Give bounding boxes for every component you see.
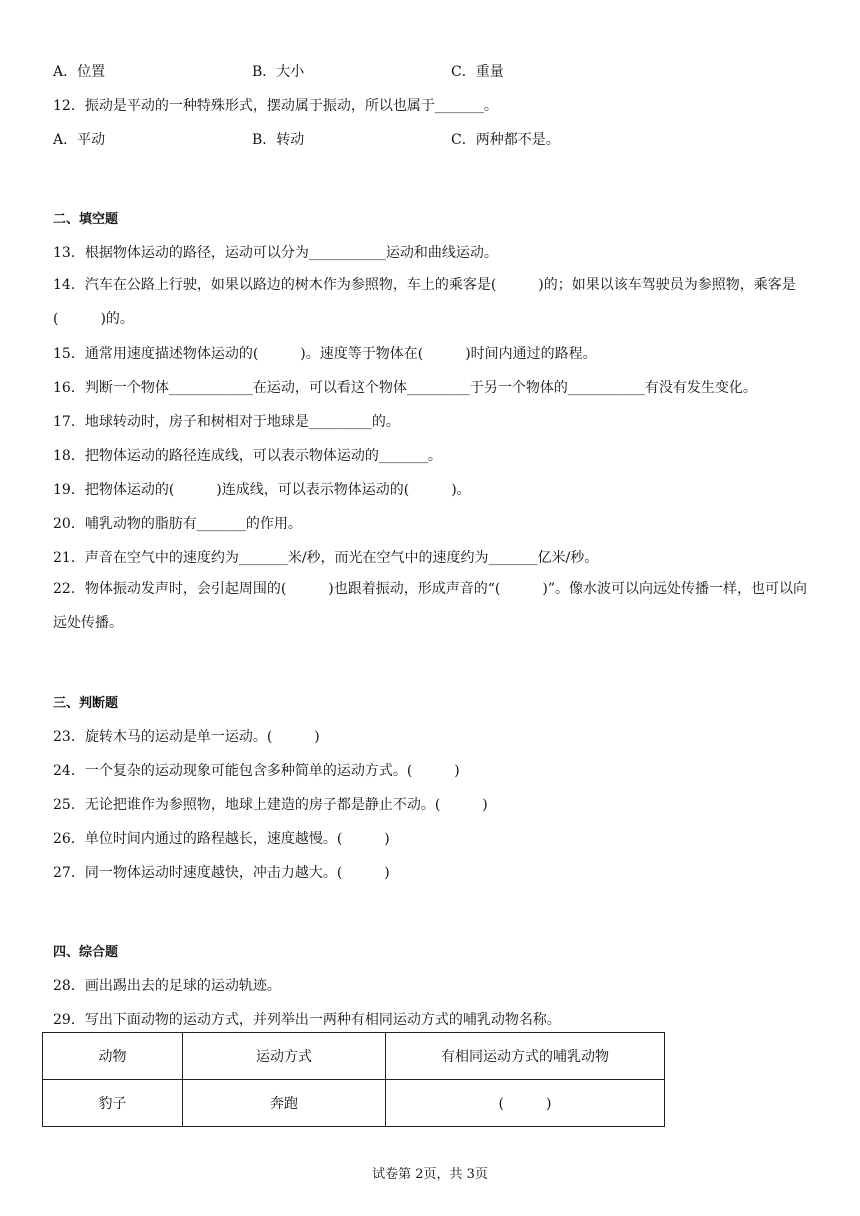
question-16: 16．判断一个物体____________在运动，可以看这个物体_________于另一个物体的___________有没有发生变化。: [53, 380, 757, 396]
question-23: 23．旋转木马的运动是单一运动。( ): [53, 729, 320, 745]
q11-option-c: C．重量: [451, 64, 504, 80]
q11-option-a: A．位置: [53, 64, 106, 80]
question-28: 28．画出踢出去的足球的运动轨迹。: [53, 978, 281, 994]
question-18: 18．把物体运动的路径连成线，可以表示物体运动的_______。: [53, 448, 442, 464]
question-14: 14．汽车在公路上行驶，如果以路边的树木作为参照物，车上的乘客是( )的；如果以该车驾驶员为参照物，乘客是( )的。: [53, 277, 796, 327]
question-26: 26．单位时间内通过的路程越长，速度越慢。( ): [53, 831, 390, 847]
q11-option-b: B．大小: [252, 64, 305, 80]
question-25: 25．无论把谁作为参照物，地球上建造的房子都是静止不动。( ): [53, 797, 488, 813]
question-24: 24．一个复杂的运动现象可能包含多种简单的运动方式。( ): [53, 763, 460, 779]
question-29: 29．写出下面动物的运动方式，并列举出一两种有相同运动方式的哺乳动物名称。: [53, 1012, 561, 1028]
question-22: 22．物体振动发声时，会引起周围的( )也跟着振动，形成声音的“( )”。像水波可以向远处传播一样，也可以向远处传播。: [53, 581, 807, 631]
table-header-cell: 动物: [43, 1033, 183, 1080]
question-13: 13．根据物体运动的路径，运动可以分为___________运动和曲线运动。: [53, 245, 498, 261]
q12-option-c: C．两种都不是。: [451, 132, 560, 148]
question-15: 15．通常用速度描述物体运动的( )。速度等于物体在( )时间内通过的路程。: [53, 346, 597, 362]
section-title-judge: 三、判断题: [53, 696, 119, 711]
table-cell[interactable]: ( ): [386, 1080, 665, 1127]
question-20: 20．哺乳动物的脂肪有_______的作用。: [53, 516, 302, 532]
q12-option-b: B．转动: [252, 132, 305, 148]
animal-table: [42, 1032, 665, 1127]
table-header-row: [43, 1033, 665, 1080]
table-header-cell: 有相同运动方式的哺乳动物: [386, 1033, 665, 1080]
table-row: [43, 1080, 665, 1127]
question-27: 27．同一物体运动时速度越快，冲击力越大。( ): [53, 865, 390, 881]
question-17: 17．地球转动时，房子和树相对于地球是_________的。: [53, 414, 400, 430]
q12-option-a: A．平动: [53, 132, 106, 148]
question-19: 19．把物体运动的( )连成线，可以表示物体运动的( )。: [53, 482, 471, 498]
question-12: 12．振动是平动的一种特殊形式，摆动属于振动，所以也属于_______。: [53, 98, 498, 114]
table-cell: 豹子: [43, 1080, 183, 1127]
page-footer: 试卷第 2页，共 3页: [372, 1167, 488, 1182]
section-title-fill: 二、填空题: [53, 212, 119, 227]
question-21: 21．声音在空气中的速度约为_______米/秒，而光在空气中的速度约为_______亿米/秒。: [53, 550, 599, 566]
table-cell: 奔跑: [183, 1080, 386, 1127]
table-header-cell: 运动方式: [183, 1033, 386, 1080]
section-title-comprehensive: 四、综合题: [53, 945, 119, 960]
